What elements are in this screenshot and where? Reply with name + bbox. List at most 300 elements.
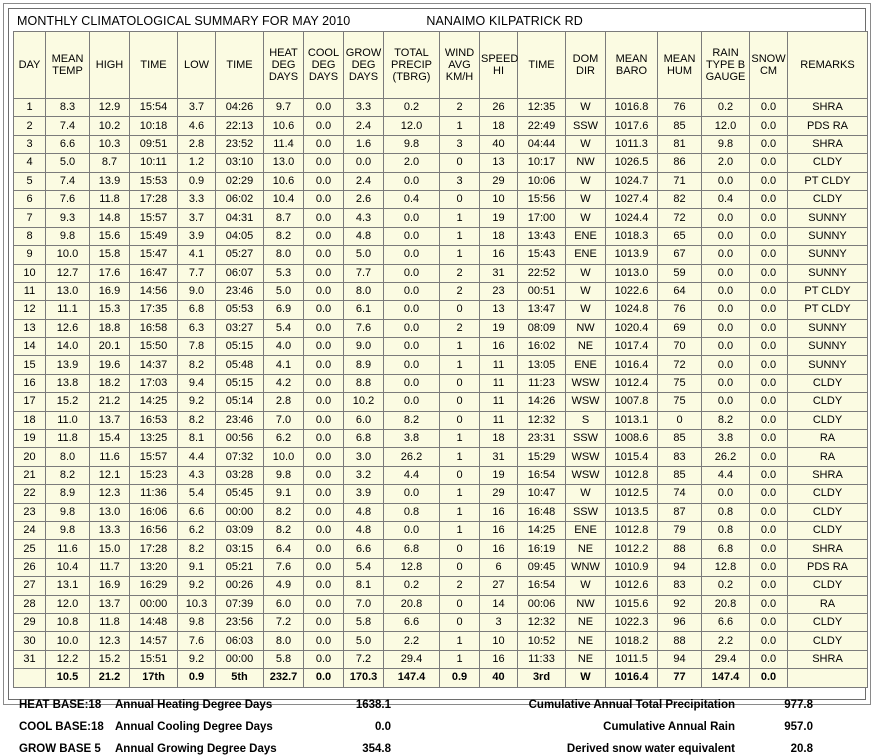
table-cell: 8.1 xyxy=(344,577,384,595)
table-cell: 13.7 xyxy=(90,595,130,613)
table-cell: 17:03 xyxy=(130,374,178,392)
table-cell: RA xyxy=(788,595,868,613)
table-cell: 05:21 xyxy=(216,558,264,576)
totals-cell xyxy=(788,669,868,687)
table-cell: 15.0 xyxy=(90,540,130,558)
table-cell: 4.4 xyxy=(384,466,440,484)
table-cell: 87 xyxy=(658,503,702,521)
header-row xyxy=(14,32,868,99)
table-cell: 17 xyxy=(14,393,46,411)
table-cell: 1011.5 xyxy=(606,650,658,668)
totals-cell xyxy=(14,669,46,687)
table-cell: 22 xyxy=(14,485,46,503)
table-cell: W xyxy=(566,282,606,300)
table-cell: 14:26 xyxy=(518,393,566,411)
table-cell: 00:00 xyxy=(130,595,178,613)
column-header xyxy=(750,32,788,99)
table-cell: 1012.6 xyxy=(606,577,658,595)
table-cell: 8.2 xyxy=(46,466,90,484)
table-cell: 0.0 xyxy=(304,301,344,319)
table-cell: WSW xyxy=(566,393,606,411)
table-cell: 12.2 xyxy=(46,650,90,668)
footer-base-label: HEAT BASE:18 xyxy=(19,698,102,711)
table-cell: 3.3 xyxy=(178,190,216,208)
table-cell: 7.4 xyxy=(46,172,90,190)
table-cell: 16 xyxy=(480,246,518,264)
table-cell: 13.3 xyxy=(90,521,130,539)
table-cell: 1012.5 xyxy=(606,485,658,503)
column-header xyxy=(788,32,868,99)
table-cell: 29 xyxy=(480,172,518,190)
table-cell: 11.6 xyxy=(46,540,90,558)
table-cell: 6.2 xyxy=(264,430,304,448)
table-cell: 74 xyxy=(658,485,702,503)
table-cell: CLDY xyxy=(788,154,868,172)
table-row xyxy=(14,135,868,153)
table-cell: 0.0 xyxy=(384,264,440,282)
column-header-line: (TBRG) xyxy=(392,71,431,83)
table-cell: 0.0 xyxy=(702,209,750,227)
table-cell: 11:33 xyxy=(518,650,566,668)
table-cell: 15:53 xyxy=(130,172,178,190)
table-cell: 0.2 xyxy=(702,577,750,595)
column-header xyxy=(566,32,606,99)
table-cell: 0.0 xyxy=(702,301,750,319)
table-cell: 0.0 xyxy=(384,246,440,264)
table-cell: 0 xyxy=(440,558,480,576)
totals-cell: 232.7 xyxy=(264,669,304,687)
table-cell: 9.8 xyxy=(178,613,216,631)
table-cell: 3.8 xyxy=(702,430,750,448)
table-cell: CLDY xyxy=(788,632,868,650)
table-cell: 8.7 xyxy=(90,154,130,172)
table-cell: 0.0 xyxy=(304,117,344,135)
column-header xyxy=(606,32,658,99)
table-cell: 16:48 xyxy=(518,503,566,521)
table-cell: 96 xyxy=(658,613,702,631)
table-cell: 14:37 xyxy=(130,356,178,374)
table-cell: 0.0 xyxy=(750,430,788,448)
table-cell: 7.7 xyxy=(344,264,384,282)
table-cell: 7.6 xyxy=(46,190,90,208)
table-cell: 0.0 xyxy=(304,466,344,484)
footer-row xyxy=(19,699,861,711)
footer-row xyxy=(19,743,861,755)
table-cell: 23:46 xyxy=(216,411,264,429)
table-cell: 1 xyxy=(440,521,480,539)
table-cell: 1008.6 xyxy=(606,430,658,448)
table-cell: 11 xyxy=(14,282,46,300)
table-cell: 1013.1 xyxy=(606,411,658,429)
table-cell: 0 xyxy=(440,301,480,319)
table-cell: 16:19 xyxy=(518,540,566,558)
table-cell: 16 xyxy=(480,540,518,558)
table-cell: 03:09 xyxy=(216,521,264,539)
table-cell: CLDY xyxy=(788,503,868,521)
table-cell: PT CLDY xyxy=(788,172,868,190)
table-cell: 8.3 xyxy=(46,99,90,117)
table-cell: 0 xyxy=(440,411,480,429)
table-cell: 1020.4 xyxy=(606,319,658,337)
table-cell: 6.0 xyxy=(344,411,384,429)
table-cell: 0.0 xyxy=(384,356,440,374)
table-cell: SHRA xyxy=(788,466,868,484)
table-cell: 6.2 xyxy=(178,521,216,539)
table-cell: 8.2 xyxy=(178,540,216,558)
table-cell: 10.0 xyxy=(264,448,304,466)
table-cell: 85 xyxy=(658,117,702,135)
table-cell: 13 xyxy=(14,319,46,337)
table-cell: 9.1 xyxy=(178,558,216,576)
table-body xyxy=(14,99,868,688)
table-cell: 18 xyxy=(480,430,518,448)
table-cell: 0.0 xyxy=(304,282,344,300)
column-header-line: TYPE B xyxy=(705,59,746,71)
table-cell: 9.8 xyxy=(384,135,440,153)
table-cell: 1 xyxy=(440,485,480,503)
table-cell: W xyxy=(566,577,606,595)
table-row xyxy=(14,172,868,190)
table-cell: 10.2 xyxy=(344,393,384,411)
table-cell: 12.1 xyxy=(90,466,130,484)
footer-description-secondary: Derived snow water equivalent xyxy=(566,742,735,755)
table-cell: 3 xyxy=(480,613,518,631)
table-cell: 0.0 xyxy=(750,558,788,576)
table-cell: 15:47 xyxy=(130,246,178,264)
table-cell: 6.6 xyxy=(702,613,750,631)
column-header-line: DOM xyxy=(572,53,599,65)
table-cell: 12.6 xyxy=(46,319,90,337)
table-cell: 17:28 xyxy=(130,190,178,208)
table-cell: 0.0 xyxy=(702,485,750,503)
table-cell: 18 xyxy=(480,227,518,245)
table-cell: 12.0 xyxy=(46,595,90,613)
column-header xyxy=(702,32,750,99)
table-cell: SUNNY xyxy=(788,227,868,245)
table-cell: 7.6 xyxy=(178,632,216,650)
table-cell: 10:06 xyxy=(518,172,566,190)
table-row xyxy=(14,209,868,227)
table-cell: 9.3 xyxy=(46,209,90,227)
table-cell: 05:15 xyxy=(216,374,264,392)
table-cell: 0.0 xyxy=(304,154,344,172)
table-cell: 1013.5 xyxy=(606,503,658,521)
table-cell: 4.8 xyxy=(344,521,384,539)
table-cell: 1.2 xyxy=(178,154,216,172)
table-cell: 0.9 xyxy=(178,172,216,190)
totals-cell: 0.0 xyxy=(750,669,788,687)
table-cell: 7.0 xyxy=(264,411,304,429)
totals-cell: W xyxy=(566,669,606,687)
table-cell: 11.0 xyxy=(46,411,90,429)
table-cell: 24 xyxy=(14,521,46,539)
column-header xyxy=(216,32,264,99)
column-header-line: BARO xyxy=(615,65,648,77)
table-cell: 1016.4 xyxy=(606,356,658,374)
table-cell: 1 xyxy=(440,246,480,264)
table-cell: 13.9 xyxy=(46,356,90,374)
table-cell: 23:52 xyxy=(216,135,264,153)
table-cell: 0.0 xyxy=(750,613,788,631)
table-cell: 4.4 xyxy=(702,466,750,484)
table-cell: WSW xyxy=(566,466,606,484)
table-cell: 0.0 xyxy=(304,319,344,337)
table-cell: 5.3 xyxy=(264,264,304,282)
table-cell: 12.0 xyxy=(702,117,750,135)
table-cell: 6 xyxy=(480,558,518,576)
table-cell: 16 xyxy=(480,503,518,521)
column-header-line: DIR xyxy=(576,65,595,77)
table-cell: 72 xyxy=(658,209,702,227)
table-cell: 00:56 xyxy=(216,430,264,448)
table-cell: 7.6 xyxy=(264,558,304,576)
table-row xyxy=(14,319,868,337)
totals-cell: 170.3 xyxy=(344,669,384,687)
table-cell: CLDY xyxy=(788,374,868,392)
table-cell: 0.0 xyxy=(304,264,344,282)
table-cell: 11:36 xyxy=(130,485,178,503)
table-cell: 23 xyxy=(480,282,518,300)
table-cell: 0.0 xyxy=(702,319,750,337)
report-title xyxy=(13,12,861,31)
table-cell: 05:53 xyxy=(216,301,264,319)
table-cell: 0.0 xyxy=(750,282,788,300)
column-header-line: COOL xyxy=(307,47,340,59)
table-cell: 6.9 xyxy=(264,301,304,319)
table-cell: 9.7 xyxy=(264,99,304,117)
table-cell: 3.0 xyxy=(344,448,384,466)
table-cell: 0.0 xyxy=(750,393,788,411)
table-cell: 0 xyxy=(440,190,480,208)
column-header-line: GAUGE xyxy=(705,71,746,83)
table-cell: 03:28 xyxy=(216,466,264,484)
table-cell: 85 xyxy=(658,466,702,484)
table-cell: 0.0 xyxy=(702,282,750,300)
table-cell: 27 xyxy=(480,577,518,595)
table-cell: 13 xyxy=(480,154,518,172)
table-cell: NE xyxy=(566,650,606,668)
table-cell: 8.2 xyxy=(702,411,750,429)
table-cell: 0.8 xyxy=(384,503,440,521)
table-cell: 23:56 xyxy=(216,613,264,631)
table-cell: 85 xyxy=(658,430,702,448)
table-cell: 75 xyxy=(658,374,702,392)
table-cell: 3.7 xyxy=(178,99,216,117)
table-cell: 6.6 xyxy=(178,503,216,521)
table-cell: 92 xyxy=(658,595,702,613)
column-header-line: DAYS xyxy=(308,71,339,83)
table-cell: 05:15 xyxy=(216,338,264,356)
table-cell: 19 xyxy=(480,466,518,484)
table-cell: 13:25 xyxy=(130,430,178,448)
table-cell: 6 xyxy=(14,190,46,208)
table-cell: 1 xyxy=(440,650,480,668)
table-cell: 12:32 xyxy=(518,411,566,429)
table-cell: CLDY xyxy=(788,411,868,429)
table-cell: 10.8 xyxy=(46,613,90,631)
footer-description: Annual Cooling Degree Days xyxy=(115,720,273,733)
table-cell: 0.0 xyxy=(750,227,788,245)
table-cell: 0.0 xyxy=(750,485,788,503)
table-cell: S xyxy=(566,411,606,429)
table-cell: 4.6 xyxy=(178,117,216,135)
footer-value: 0.0 xyxy=(375,720,391,733)
table-cell: 0.0 xyxy=(702,356,750,374)
table-cell: 9.8 xyxy=(46,227,90,245)
table-cell: 0.0 xyxy=(304,613,344,631)
table-cell: 23:46 xyxy=(216,282,264,300)
table-cell: 15.4 xyxy=(90,430,130,448)
table-cell: 3.7 xyxy=(178,209,216,227)
column-header-line: DAY xyxy=(18,59,41,71)
footer-description-secondary: Cumulative Annual Rain xyxy=(603,720,735,733)
table-cell: 17:00 xyxy=(518,209,566,227)
table-cell: 00:00 xyxy=(216,503,264,521)
table-cell: 0.0 xyxy=(750,246,788,264)
table-cell: W xyxy=(566,301,606,319)
table-row xyxy=(14,595,868,613)
table-cell: 30 xyxy=(14,632,46,650)
table-row xyxy=(14,264,868,282)
table-cell: 15:50 xyxy=(130,338,178,356)
column-header-line: HI xyxy=(493,65,504,77)
table-cell: 4.1 xyxy=(264,356,304,374)
table-cell: 13:05 xyxy=(518,356,566,374)
totals-cell: 77 xyxy=(658,669,702,687)
table-cell: 21 xyxy=(14,466,46,484)
table-row xyxy=(14,374,868,392)
table-cell: 05:27 xyxy=(216,246,264,264)
table-row xyxy=(14,448,868,466)
table-cell: 15:43 xyxy=(518,246,566,264)
table-cell: 0.2 xyxy=(384,577,440,595)
table-cell: 0.0 xyxy=(304,227,344,245)
table-cell: 4.3 xyxy=(344,209,384,227)
footer-description: Annual Growing Degree Days xyxy=(115,742,277,755)
table-cell: 1018.3 xyxy=(606,227,658,245)
table-cell: 13.9 xyxy=(90,172,130,190)
table-cell: 16 xyxy=(480,338,518,356)
table-cell: SHRA xyxy=(788,99,868,117)
table-cell: 4.1 xyxy=(178,246,216,264)
table-cell: 29.4 xyxy=(702,650,750,668)
table-cell: 1017.6 xyxy=(606,117,658,135)
table-cell: 0.0 xyxy=(702,264,750,282)
table-cell: 0.0 xyxy=(304,393,344,411)
table-cell: SUNNY xyxy=(788,319,868,337)
table-cell: 94 xyxy=(658,650,702,668)
table-cell: 10.4 xyxy=(264,190,304,208)
table-cell: 21.2 xyxy=(90,393,130,411)
table-cell: 16.9 xyxy=(90,282,130,300)
table-cell: 13.0 xyxy=(46,282,90,300)
table-cell: 9.2 xyxy=(178,650,216,668)
column-header xyxy=(658,32,702,99)
table-cell: 94 xyxy=(658,558,702,576)
table-cell: W xyxy=(566,485,606,503)
table-cell: PT CLDY xyxy=(788,301,868,319)
column-header xyxy=(130,32,178,99)
table-cell: 11.4 xyxy=(264,135,304,153)
table-cell: 0.0 xyxy=(384,209,440,227)
table-cell: 0.0 xyxy=(702,338,750,356)
column-header xyxy=(518,32,566,99)
totals-cell: 10.5 xyxy=(46,669,90,687)
table-cell: SHRA xyxy=(788,135,868,153)
table-cell: 6.6 xyxy=(344,540,384,558)
column-header xyxy=(46,32,90,99)
column-header-line: MEAN xyxy=(51,53,84,65)
table-cell: 0.0 xyxy=(304,209,344,227)
table-cell: 10.0 xyxy=(46,632,90,650)
table-cell: NE xyxy=(566,632,606,650)
table-cell: 9 xyxy=(14,246,46,264)
column-header-line: TIME xyxy=(528,59,555,71)
table-cell: 8.1 xyxy=(178,430,216,448)
table-cell: 11.6 xyxy=(90,448,130,466)
table-cell: 0.0 xyxy=(304,246,344,264)
table-cell: 10.4 xyxy=(46,558,90,576)
table-cell: 16:02 xyxy=(518,338,566,356)
column-header-line: REMARKS xyxy=(800,59,855,71)
table-cell: 0.0 xyxy=(750,117,788,135)
table-row xyxy=(14,117,868,135)
footer-base-label: GROW BASE 5 xyxy=(19,742,101,755)
table-cell: 06:02 xyxy=(216,190,264,208)
table-cell: WSW xyxy=(566,448,606,466)
column-header-line: DEG xyxy=(351,59,376,71)
table-cell: 0.0 xyxy=(702,374,750,392)
table-cell: 3.8 xyxy=(384,430,440,448)
table-cell: 15.2 xyxy=(46,393,90,411)
table-cell: 15.2 xyxy=(90,650,130,668)
table-cell: 6.8 xyxy=(344,430,384,448)
table-cell: 00:06 xyxy=(518,595,566,613)
table-cell: 86 xyxy=(658,154,702,172)
table-cell: 1024.4 xyxy=(606,209,658,227)
table-cell: 81 xyxy=(658,135,702,153)
table-cell: 3 xyxy=(440,135,480,153)
table-row xyxy=(14,282,868,300)
table-cell: 25 xyxy=(14,540,46,558)
table-cell: 0.0 xyxy=(304,577,344,595)
table-cell: 10:47 xyxy=(518,485,566,503)
table-cell: 82 xyxy=(658,190,702,208)
table-cell: 2.4 xyxy=(344,117,384,135)
table-cell: SUNNY xyxy=(788,246,868,264)
table-cell: ENE xyxy=(566,246,606,264)
report-frame xyxy=(3,3,871,755)
table-cell: 8.0 xyxy=(264,632,304,650)
table-cell: 12.8 xyxy=(384,558,440,576)
table-cell: 13.0 xyxy=(264,154,304,172)
table-cell: CLDY xyxy=(788,393,868,411)
table-cell: 14.0 xyxy=(46,338,90,356)
table-cell: 03:27 xyxy=(216,319,264,337)
table-cell: 29 xyxy=(480,485,518,503)
table-cell: 12.3 xyxy=(90,632,130,650)
table-cell: 16:06 xyxy=(130,503,178,521)
table-cell: 0.0 xyxy=(702,246,750,264)
table-cell: 11 xyxy=(480,374,518,392)
table-cell: 19 xyxy=(480,209,518,227)
table-cell: NE xyxy=(566,613,606,631)
table-cell: 0.0 xyxy=(304,135,344,153)
table-cell: 10 xyxy=(480,190,518,208)
table-cell: 14:56 xyxy=(130,282,178,300)
table-cell: 19 xyxy=(14,430,46,448)
table-cell: 8.0 xyxy=(344,282,384,300)
